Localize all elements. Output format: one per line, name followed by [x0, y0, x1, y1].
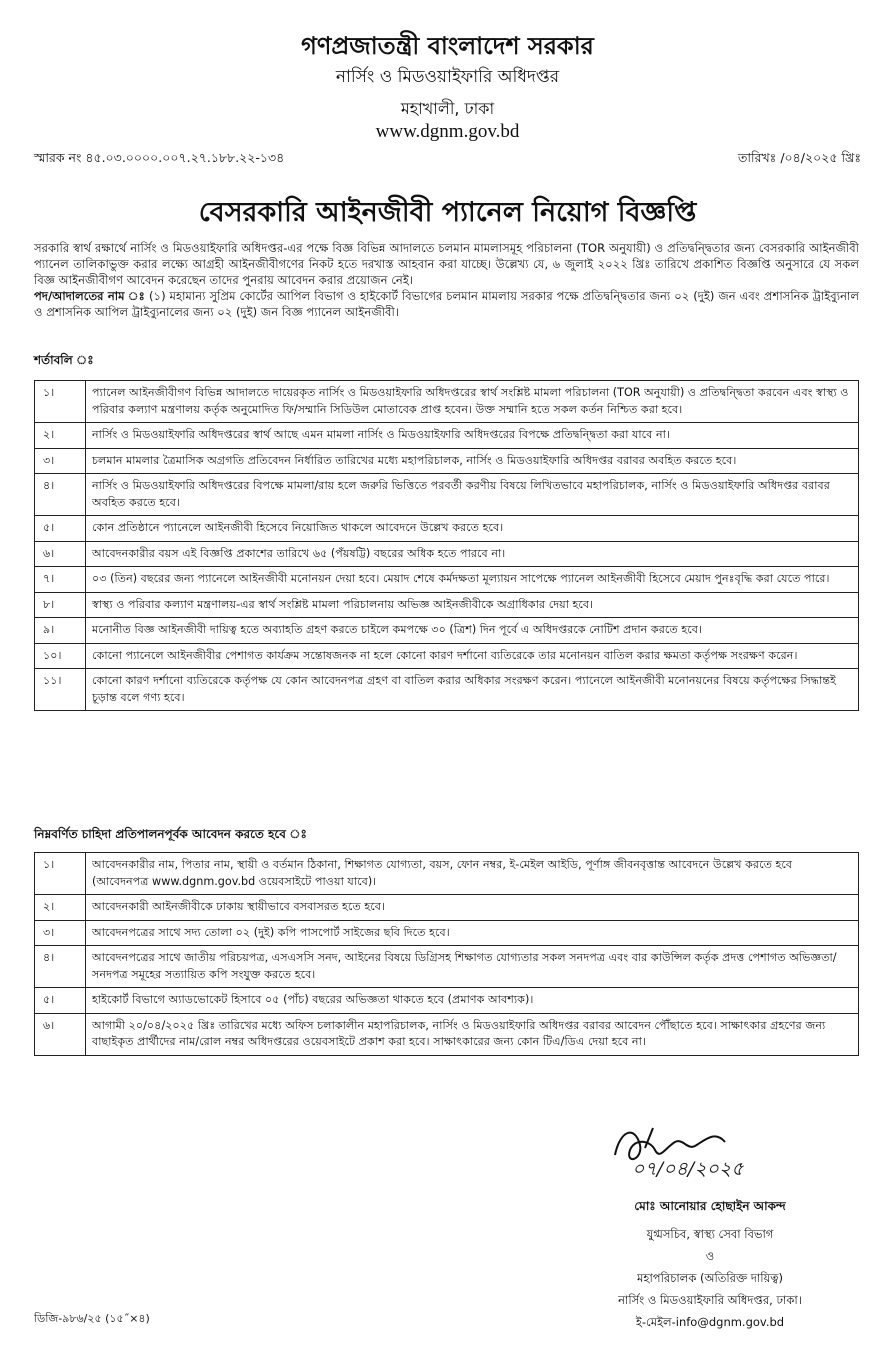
table-row	[35, 541, 859, 567]
table-row	[35, 423, 859, 449]
row-text: আবেদনকারীর নাম, পিতার নাম, স্থায়ী ও বর্তমান ঠিকানা, শিক্ষাগত যোগ্যতা, বয়স, ফোন নম্বর, ই-মেইল আইডি, পূর্ণাঙ্গ জীবনবৃত্তান্ত আবেদনে উল্লেখ করতে হবে (আবেদনপত্র www.dgnm.gov.bd ওয়েবসাইটে পাওয়া যাবে)।	[86, 853, 859, 895]
govt-heading: গণপ্রজাতন্ত্রী বাংলাদেশ সরকার	[301, 32, 594, 60]
row-text: কোনো কারণ দর্শানো ব্যতিরেকে কর্তৃপক্ষ যে কোন আবেদনপত্র গ্রহণ বা বাতিল করার অধিকার সংরক্ষণ করেন। প্যানেলে আইনজীবী মনোনয়নের বিষয়ে কর্তৃপক্ষের সিদ্ধান্তই চূড়ান্ত বলে গণ্য হবে।	[86, 669, 859, 711]
intro-section	[34, 240, 859, 320]
table-row	[35, 381, 859, 423]
row-number: ১০।	[35, 643, 86, 669]
website-url: www.dgnm.gov.bd	[375, 121, 520, 142]
row-number: ৫।	[35, 516, 86, 542]
row-number: ৪।	[35, 474, 86, 516]
row-number: ৬।	[35, 541, 86, 567]
table-row	[35, 516, 859, 542]
post-label: পদ/আদালতের নাম ঃ	[34, 289, 146, 303]
footer-code: ডিজি-৯৮৬/২৫ (১৫˝×৪)	[34, 1312, 150, 1325]
table-row	[35, 1013, 859, 1055]
row-number: ৮।	[35, 592, 86, 618]
table-row	[35, 988, 859, 1014]
post-text: (১) মহামান্য সুপ্রিম কোর্টের আপিল বিভাগ ও হাইকোর্ট বিভাগের চলমান মামলায় সরকার পক্ষে প্রতিদ্বন্দ্বিতার জন্য ০২ (দুই) জন এবং প্রশাসনিক ট্রাইব্যুনাল ও প্রশাসনিক আপিল ট্রাইব্যুনালের জন্য ০২ (দুই) জন বিজ্ঞ প্যানেল আইনজীবী।	[34, 289, 859, 319]
row-text: কোনো প্যানেলে আইনজীবীর পেশাগত কার্যক্রম সন্তোষজনক না হলে কোনো কারণ দর্শানো ব্যতিরেকে তার মনোনয়ন বাতিল করার ক্ষমতা কর্তৃপক্ষ সংরক্ষণ করেন।	[86, 643, 859, 669]
conditions-table	[34, 380, 859, 711]
signatory-designation-2: মহাপরিচালক (অতিরিক্ত দায়িত্ব)	[637, 1271, 783, 1285]
row-number: ৩।	[35, 920, 86, 946]
notice-title: বেসরকারি আইনজীবী প্যানেল নিয়োগ বিজ্ঞপ্তি	[198, 197, 697, 228]
row-text: আবেদনকারীর বয়স এই বিজ্ঞপ্তি প্রকাশের তারিখে ৬৫ (পঁয়ষট্টি) বছরের অধিক হতে পারবে না।	[86, 541, 859, 567]
conditions-heading: শর্তাবলি ঃ	[34, 353, 94, 367]
row-text: আবেদনপত্রের সাথে সদ্য তোলা ০২ (দুই) কপি পাসপোর্ট সাইজের ছবি দিতে হবে।	[86, 920, 859, 946]
row-text: মনোনীত বিজ্ঞ আইনজীবী দায়িত্ব হতে অব্যাহতি গ্রহণ করতে চাইলে কমপক্ষে ৩০ (ত্রিশ) দিন পূর্বে এ অধিদপ্তরকে নোটিশ প্রদান করতে হবে।	[86, 618, 859, 644]
row-number: ২।	[35, 895, 86, 921]
department-name: নার্সিং ও মিডওয়াইফারি অধিদপ্তর	[335, 67, 560, 87]
row-number: ৭।	[35, 567, 86, 593]
row-number: ৩।	[35, 448, 86, 474]
row-number: ৪।	[35, 946, 86, 988]
table-row	[35, 592, 859, 618]
signature-date: ০৭/০৪/২০২৫	[632, 1158, 744, 1180]
row-text: আবেদনপত্রের সাথে জাতীয় পরিচয়পত্র, এসএসসি সনদ, আইনের বিষয়ে ডিগ্রিসহ শিক্ষাগত যোগ্যতার সকল সনদপত্র এবং বার কাউন্সিল কর্তৃক প্রদত্ত পেশাগত অভিজ্ঞতা/সনদপত্র সমূহের সত্যায়িত কপি সংযুক্ত করতে হবে।	[86, 946, 859, 988]
row-text: আবেদনকারী আইনজীবীকে ঢাকায় স্থায়ীভাবে বসবাসরত হতে হবে।	[86, 895, 859, 921]
requirements-heading: নিম্নবর্ণিত চাহিদা প্রতিপালনপূর্বক আবেদন করতে হবে ঃ	[34, 827, 307, 841]
table-row	[35, 853, 859, 895]
row-text: আগামী ২০/০৪/২০২৫ খ্রিঃ তারিখের মধ্যে অফিস চলাকালীন মহাপরিচালক, নার্সিং ও মিডওয়াইফারি অধিদপ্তর বরাবর আবেদন পৌঁছাতে হবে। সাক্ষাৎকার গ্রহণের জন্য বাছাইকৃত প্রার্থীদের নাম/রোল নম্বর অধিদপ্তরের ওয়েবসাইটে প্রকাশ করা হবে। সাক্ষাৎকারের জন্য কোন টিএ/ডিএ দেয়া হবে না।	[86, 1013, 859, 1055]
requirements-table	[34, 852, 859, 1056]
table-row	[35, 669, 859, 711]
table-row	[35, 643, 859, 669]
table-row	[35, 448, 859, 474]
table-row	[35, 920, 859, 946]
row-text: হাইকোর্ট বিভাগে অ্যাডভোকেট হিসাবে ০৫ (পাঁচ) বছরের অভিজ্ঞতা থাকতে হবে (প্রমাণক আবশ্যক)।	[86, 988, 859, 1014]
table-row	[35, 567, 859, 593]
row-text: কোন প্রতিষ্ঠানে প্যানেলে আইনজীবী হিসেবে নিয়োজিত থাকলে আবেদনে উল্লেখ করতে হবে।	[86, 516, 859, 542]
row-number: ১।	[35, 853, 86, 895]
row-number: ২।	[35, 423, 86, 449]
row-number: ১।	[35, 381, 86, 423]
table-row	[35, 946, 859, 988]
table-row	[35, 895, 859, 921]
row-text: প্যানেল আইনজীবীগণ বিভিন্ন আদালতে দায়েরকৃত নার্সিং ও মিডওয়াইফারি অধিদপ্তরের স্বার্থ সংশ্লিষ্ট মামলা পরিচালনা (TOR অনুযায়ী) ও প্রতিদ্বন্দ্বিতা করবেন এবং স্বাস্থ্য ও পরিবার কল্যাণ মন্ত্রণালয় কর্তৃক অনুমোদিত ফি/সম্মানি সিডিউল মোতাবেক প্রাপ্ত হবেন। উক্ত সম্মানি হতে সকল কর্তন নিশ্চিত করা হবে।	[86, 381, 859, 423]
signatory-designation-1: যুগ্মসচিব, স্বাস্থ্য সেবা বিভাগ	[646, 1227, 774, 1241]
row-number: ৯।	[35, 618, 86, 644]
department-address: মহাখালী, ঢাকা	[400, 99, 495, 118]
row-text: নার্সিং ও মিডওয়াইফারি অধিদপ্তরের বিপক্ষে মামলা/রায় হলে জরুরি ভিত্তিতে পরবর্তী করণীয় বিষয়ে লিখিতভাবে মহাপরিচালক, নার্সিং ও মিডওয়াইফারি অধিদপ্তর বরাবর অবহিত করতে হবে।	[86, 474, 859, 516]
row-text: স্বাস্থ্য ও পরিবার কল্যাণ মন্ত্রণালয়-এর স্বার্থ সংশ্লিষ্ট মামলা পরিচালনায় অভিজ্ঞ আইনজীবীকে অগ্রাধিকার দেয়া হবে।	[86, 592, 859, 618]
memo-number: স্মারক নং ৪৫.০৩.০০০০.০০৭.২৭.১৮৮.২২-১৩৪	[34, 150, 285, 165]
signatory-email: ই-মেইল-info@dgnm.gov.bd	[635, 1315, 785, 1329]
row-number: ৬।	[35, 1013, 86, 1055]
intro-paragraph: সরকারি স্বার্থ রক্ষার্থে নার্সিং ও মিডওয়াইফারি অধিদপ্তর-এর পক্ষে বিজ্ঞ বিভিন্ন আদালতে চলমান মামলাসমূহ পরিচালনা (TOR অনুযায়ী) ও প্রতিদ্বন্দ্বিতার জন্য বেসরকারি আইনজীবী প্যানেল তালিকাভুক্ত করার লক্ষ্যে আগ্রহী আইনজীবীগণের নিকট হতে দরখাস্ত আহবান করা যাচ্ছে। উল্লেখ্য যে, ৬ জুলাই ২০২২ খ্রিঃ তারিখে প্রকাশিত বিজ্ঞপ্তি অনুসারে যে সকল বিজ্ঞ আইনজীবীগণ আবেদন করেছেন তাদের পুনরায় আবেদন করার প্রয়োজন নেই।	[34, 241, 859, 287]
signatory-and: ও	[705, 1249, 715, 1263]
row-text: নার্সিং ও মিডওয়াইফারি অধিদপ্তরের স্বার্থ আছে এমন মামলা নার্সিং ও মিডওয়াইফারি অধিদপ্তরের বিপক্ষে প্রতিদ্বন্দ্বিতা করা যাবে না।	[86, 423, 859, 449]
signatory-name: মোঃ আনোয়ার হোছাইন আকন্দ	[634, 1199, 786, 1213]
table-row	[35, 474, 859, 516]
memo-date: তারিখঃ /০৪/২০২৫ খ্রিঃ	[738, 150, 861, 165]
signatory-office: নার্সিং ও মিডওয়াইফারি অধিদপ্তর, ঢাকা।	[618, 1293, 802, 1307]
row-number: ৫।	[35, 988, 86, 1014]
row-text: ০৩ (তিন) বছরের জন্য প্যানেলে আইনজীবী মনোনয়ন দেয়া হবে। মেয়াদ শেষে কর্মদক্ষতা মূল্যায়ন সাপেক্ষে প্যানেল আইনজীবী হিসেবে মেয়াদ পুনঃবৃদ্ধি করা যেতে পারে।	[86, 567, 859, 593]
row-number: ১১।	[35, 669, 86, 711]
table-row	[35, 618, 859, 644]
row-text: চলমান মামলার ত্রৈমাসিক অগ্রগতি প্রতিবেদন নির্ধারিত তারিখের মধ্যে মহাপরিচালক, নার্সিং ও মিডওয়াইফারি অধিদপ্তর বরাবর অবহিত করতে হবে।	[86, 448, 859, 474]
